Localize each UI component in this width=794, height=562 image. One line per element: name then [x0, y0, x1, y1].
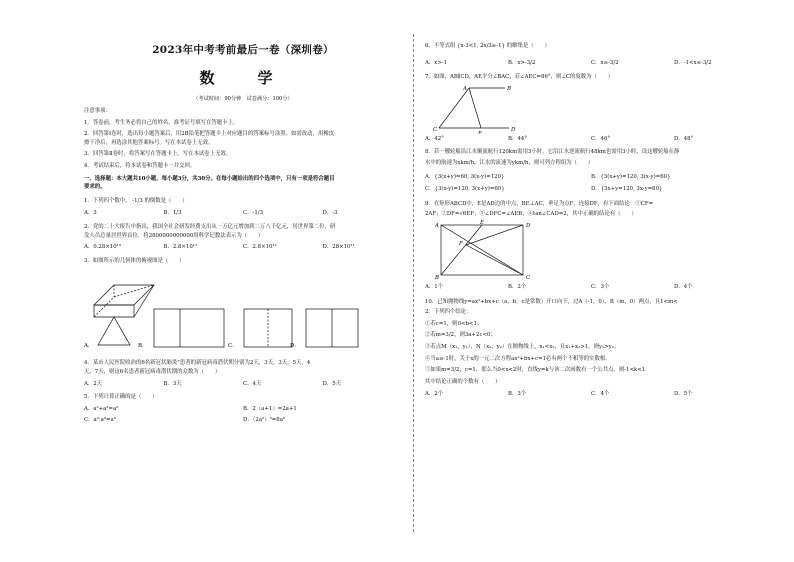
option-c: C．-1/3 — [243, 210, 264, 217]
option-b: B．1/3 — [163, 210, 182, 217]
note-item: 1．答卷前，考生务必将自己的姓名、准考证号填写在答题卡上。 — [84, 119, 239, 126]
question-5-options-row2 — [84, 416, 402, 425]
svg-text:D: D — [511, 126, 516, 133]
option-c: C．4天 — [243, 380, 262, 387]
option-a: A．1个 — [425, 283, 444, 290]
column-divider — [413, 34, 414, 532]
svg-text:B: B — [435, 274, 440, 281]
option-b: B．2（a+1）=2a+1 — [243, 405, 297, 412]
option-c: C．4个 — [591, 391, 610, 398]
exam-meta: （考试时间：90分钟 试卷满分：100分） — [193, 96, 293, 102]
option-c: C．46° — [591, 135, 611, 142]
option-b: B．x>-3/2 — [508, 59, 536, 66]
svg-text:C: C — [433, 126, 438, 133]
question-4-options — [84, 380, 402, 389]
prism-figure — [94, 285, 154, 317]
question-1-options — [84, 209, 402, 218]
option-b-rectangles — [154, 309, 224, 347]
left-column — [84, 40, 402, 425]
question-2-stem-cont: 发人员总量居世界首位．将2800000000000用科学记数法表示为（ ） — [84, 232, 264, 239]
rectangle-abcd-svg — [425, 219, 757, 281]
question-9-figure — [425, 219, 757, 281]
option-b: B．3天 — [163, 380, 182, 387]
note-item: 擦干净后，再选涂其他答案标号。写在本试卷上无效。 — [84, 139, 214, 146]
question-10-stem-cont: 2．下列四个结论： — [425, 309, 472, 316]
question-7-stem: 7．如图，AB∥CD，AE平分∠BAC，若∠AEC=86°，则∠C的度数为（ ） — [425, 74, 614, 81]
note-item: 4．考试结束后，将本试卷和答题卡一并交回。 — [84, 162, 196, 169]
option-c: C．2.8×10¹² — [243, 244, 277, 251]
subject-title: 数 学 — [199, 69, 287, 87]
option-a: A．42° — [425, 135, 444, 142]
option-b: B．44° — [508, 135, 527, 142]
note-item: 2．回答第Ⅰ卷时，选出每小题答案后，用2B铅笔把答题卡上对应题目的答案标号涂黑。如需改动，用橡皮 — [84, 131, 335, 138]
question-8-options-row2 — [425, 185, 757, 194]
option-d: D．{3x+y=120, 3x-y=60} — [591, 186, 663, 193]
option-d: D．48° — [674, 135, 694, 142]
option-a-triangle — [98, 317, 130, 345]
note-item: 3．回答第Ⅱ卷时，将答案写在答题卡上。写在本试卷上无效。 — [84, 151, 232, 158]
option-d: D．5个 — [674, 391, 693, 398]
option-a: A．a²+a³=a⁵ — [84, 405, 119, 412]
question-10-item: ①若c=1，则0<b<1； — [425, 320, 483, 327]
option-b-label: B． — [138, 343, 148, 350]
question-1-stem: 1．下列四个数中， -1/3 的倒数是（ ） — [84, 197, 188, 204]
option-d: D．（2a²）³=8a⁶ — [243, 417, 286, 424]
option-a: A．x>-1 — [425, 59, 448, 66]
question-8-stem-cont: 水中的航速为xkm/h，江水的流速为ykm/h，则可列方程组为（ ） — [425, 159, 594, 166]
question-4-stem: 4．某市人民医院收治的6名新冠状肺炎”患者的新冠病毒潜伏期分别为2天，3天，3天，5天，4 — [84, 360, 311, 367]
option-a: A．2天 — [84, 380, 103, 387]
svg-text:C: C — [526, 274, 531, 281]
question-3-figure — [84, 265, 402, 357]
question-10-item: 其中结论正确的个数有（ ） — [425, 378, 501, 385]
question-10-options — [425, 390, 757, 399]
question-9-stem: 9．在矩形ABCD中，E是AD边的中点，BE⊥AC，垂足为点F，连接DF，有下面结论：①CF= — [425, 200, 654, 207]
option-b: B．2.8×10¹¹ — [163, 244, 198, 251]
section-heading: 一、选择题：本大题共10小题，每小题3分，共30分。在每小题给出的四个选项中，只有一项是符合题目 — [84, 175, 335, 182]
question-10-item: ⑤如果m=3/2，c=1，那么当0<x<2时，直线y=k与该二次函数有一个公共点，则-1<k<1． — [425, 367, 651, 374]
option-d-solid-rect — [306, 309, 358, 347]
option-d: D．-1<x≤-3/2 — [674, 59, 712, 66]
question-10-item: ③若点M（x₁，y₁），N（x₂，y₂）在抛物线上，x₁<x₂，且x₁+x₂>1，则y₁>y₂； — [425, 343, 620, 350]
option-d: D．5天 — [322, 380, 342, 387]
svg-text:F: F — [459, 240, 463, 247]
question-7-options — [425, 135, 757, 144]
notes — [84, 107, 402, 171]
option-b: B．2个 — [508, 283, 527, 290]
question-10-stem: 10．已知抛物线y=ax²+bx+c（a，b，c是常数）开口向下，过A（-1，0），B（m，0）两点，且1<m< — [425, 298, 678, 305]
option-b: B．3个 — [508, 391, 527, 398]
parallel-lines-svg — [425, 82, 757, 134]
option-d: D．4个 — [674, 283, 693, 290]
option-d: D．28×10¹¹ — [322, 244, 355, 251]
question-6-stem: 6．不等式组 {x-3<1, 2x/3≥-1} 的解集是（ ） — [425, 43, 550, 49]
option-a: A．{3(x+y)=60, 3(x-y)=120} — [425, 173, 505, 180]
option-d: D．-3 — [322, 210, 338, 217]
notes-heading: 注意事项： — [84, 108, 111, 114]
section-heading-cont: 要求的。 — [84, 184, 106, 191]
option-c: C．x≤-3/2 — [591, 59, 619, 66]
option-b: B．{3(x+y)=120, 3(x-y)=60} — [591, 173, 671, 180]
question-10-item: ④当a≤-1时，关于x的一元二次方程ax²+bx+c=1必有两个不相等的实数根． — [425, 355, 611, 362]
exam-title: 2023年中考考前最后一卷（深圳卷） — [152, 44, 334, 56]
question-4-stem-cont: 天，7天，则这6名患者新冠病毒潜伏期的众数为（ ） — [84, 368, 221, 375]
question-2-options — [84, 243, 402, 252]
question-7-figure — [425, 82, 757, 134]
option-a: A．0.28×10¹³ — [84, 244, 121, 251]
svg-text:B: B — [507, 85, 512, 92]
solid-figures-svg — [84, 265, 402, 357]
question-6-options — [425, 59, 757, 68]
question-8-stem: 8．若一艘轮船沿江水顺流航行120km需用3小时，它沿江水逆流航行48km也需用3小时，设这艘轮船在静 — [425, 149, 680, 156]
question-5-options-row1 — [84, 405, 402, 414]
right-column — [425, 40, 757, 399]
svg-text:A: A — [463, 85, 467, 92]
option-c: C．{3(x-y)=120, 3(x+y)=60} — [425, 186, 505, 193]
option-a-label: A． — [84, 343, 94, 350]
svg-text:D: D — [526, 222, 531, 229]
question-5-stem: 5．下列计算正确的是（ ） — [84, 394, 158, 401]
svg-text:E: E — [480, 219, 485, 226]
question-9-stem-cont: 2AF；②DF=√6EF；③∠DFC=∠AEB；④tan∠CAD=2，其中正确的结论有（ ） — [425, 211, 637, 218]
svg-text:A: A — [435, 222, 439, 229]
question-2-stem: 2．党的二十大报告中指出，我国全社会研发经费支出从一万亿元增加到二万八千亿元，居世界第二位，研 — [84, 223, 336, 230]
option-a: A．2个 — [425, 391, 444, 398]
option-c: C．3个 — [591, 283, 610, 290]
option-c: C．a²·a³=a⁶ — [84, 417, 116, 424]
question-10-item: ②若m=3/2，则3a+2c<0； — [425, 332, 496, 339]
question-8-options-row1 — [425, 173, 757, 182]
option-a: A．3 — [84, 210, 97, 217]
svg-text:E: E — [478, 130, 483, 134]
option-c-label: C． — [228, 343, 238, 350]
option-c-dashed-rect — [244, 309, 292, 347]
question-9-options — [425, 283, 757, 292]
option-d-label: D． — [290, 343, 300, 350]
question-3-stem: 3．如图所示的几何体的俯视图是（ ） — [84, 257, 185, 264]
